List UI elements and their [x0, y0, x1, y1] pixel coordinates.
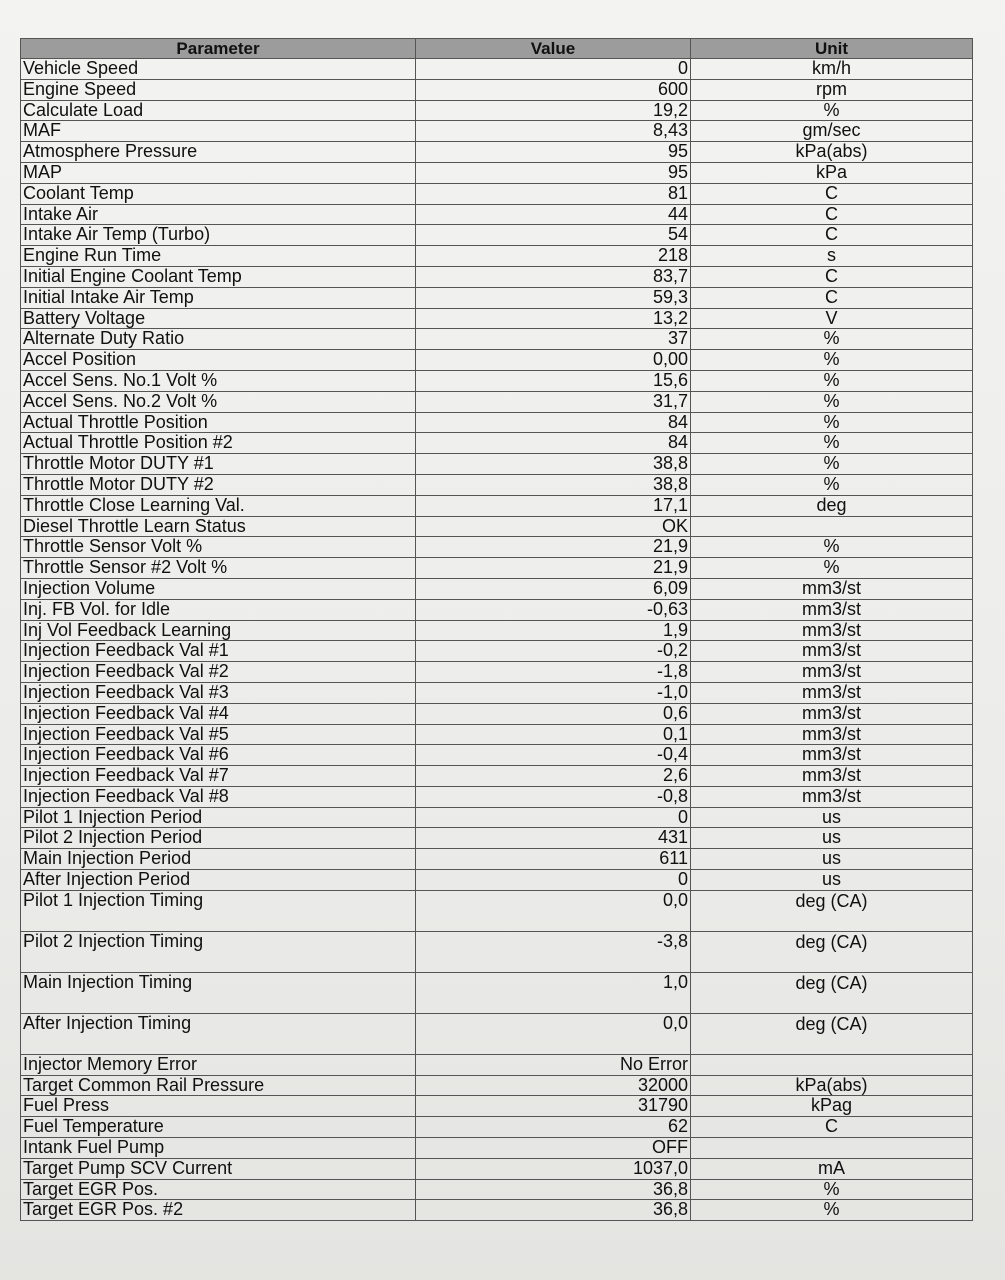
value-cell: -1,0 [416, 682, 691, 703]
header-row [21, 39, 973, 59]
parameter-cell: Injection Feedback Val #3 [21, 682, 416, 703]
unit-cell: us [691, 849, 973, 870]
unit-cell: V [691, 308, 973, 329]
value-cell: 36,8 [416, 1200, 691, 1221]
value-cell: 0 [416, 59, 691, 80]
value-cell: 19,2 [416, 100, 691, 121]
unit-cell: C [691, 287, 973, 308]
parameter-cell: Pilot 2 Injection Timing [21, 931, 416, 972]
parameter-cell: Injection Feedback Val #2 [21, 662, 416, 683]
table-row [21, 662, 973, 683]
unit-cell: mm3/st [691, 662, 973, 683]
table-row [21, 100, 973, 121]
value-cell: 0 [416, 807, 691, 828]
parameter-cell: Engine Speed [21, 79, 416, 100]
table-row [21, 849, 973, 870]
table-row [21, 350, 973, 371]
unit-cell: % [691, 329, 973, 350]
table-row [21, 246, 973, 267]
unit-cell: % [691, 370, 973, 391]
table-row [21, 329, 973, 350]
value-cell: 600 [416, 79, 691, 100]
value-cell: -0,63 [416, 599, 691, 620]
table-row [21, 1179, 973, 1200]
table-row [21, 225, 973, 246]
unit-cell [691, 516, 973, 537]
parameter-cell: After Injection Period [21, 870, 416, 891]
value-cell: 54 [416, 225, 691, 246]
value-cell: 17,1 [416, 495, 691, 516]
value-cell: 0,1 [416, 724, 691, 745]
unit-cell: deg (CA) [691, 1013, 973, 1054]
value-cell: 32000 [416, 1075, 691, 1096]
parameter-cell: Battery Voltage [21, 308, 416, 329]
parameter-cell: Diesel Throttle Learn Status [21, 516, 416, 537]
parameter-cell: Actual Throttle Position [21, 412, 416, 433]
table-row [21, 578, 973, 599]
table-row [21, 183, 973, 204]
unit-cell: mm3/st [691, 620, 973, 641]
parameter-cell: Injection Feedback Val #5 [21, 724, 416, 745]
table-row [21, 703, 973, 724]
unit-cell: us [691, 828, 973, 849]
unit-cell: deg [691, 495, 973, 516]
parameter-cell: Accel Sens. No.2 Volt % [21, 391, 416, 412]
unit-cell: deg (CA) [691, 931, 973, 972]
table-row [21, 516, 973, 537]
unit-cell: % [691, 412, 973, 433]
value-cell: 0,00 [416, 350, 691, 371]
parameter-cell: Throttle Motor DUTY #2 [21, 474, 416, 495]
table-row [21, 828, 973, 849]
parameter-cell: Injection Feedback Val #8 [21, 786, 416, 807]
table-row [21, 287, 973, 308]
parameter-cell: Target EGR Pos. [21, 1179, 416, 1200]
value-cell: 38,8 [416, 454, 691, 475]
value-cell: -0,2 [416, 641, 691, 662]
unit-cell: C [691, 225, 973, 246]
unit-cell: mm3/st [691, 578, 973, 599]
table-row [21, 745, 973, 766]
unit-cell: kPag [691, 1096, 973, 1117]
table-row [21, 620, 973, 641]
parameter-cell: MAP [21, 162, 416, 183]
table-row [21, 972, 973, 1013]
unit-cell: mm3/st [691, 703, 973, 724]
value-cell: 62 [416, 1117, 691, 1138]
table-row [21, 412, 973, 433]
table-row [21, 1200, 973, 1221]
unit-cell: rpm [691, 79, 973, 100]
value-cell: 83,7 [416, 266, 691, 287]
parameter-cell: Target EGR Pos. #2 [21, 1200, 416, 1221]
table-row [21, 1054, 973, 1075]
table-row [21, 1013, 973, 1054]
table-row [21, 766, 973, 787]
parameter-cell: Pilot 1 Injection Period [21, 807, 416, 828]
unit-cell: deg (CA) [691, 890, 973, 931]
table-row [21, 204, 973, 225]
table-row [21, 59, 973, 80]
unit-cell: % [691, 350, 973, 371]
value-cell: 1,0 [416, 972, 691, 1013]
unit-cell: km/h [691, 59, 973, 80]
value-cell: 95 [416, 142, 691, 163]
value-cell: -3,8 [416, 931, 691, 972]
unit-cell: mm3/st [691, 745, 973, 766]
unit-cell: gm/sec [691, 121, 973, 142]
unit-cell [691, 1054, 973, 1075]
value-cell: 1,9 [416, 620, 691, 641]
table-row [21, 599, 973, 620]
header-value: Value [416, 39, 691, 59]
parameter-cell: Injection Volume [21, 578, 416, 599]
value-cell: 44 [416, 204, 691, 225]
value-cell: -0,8 [416, 786, 691, 807]
table-row [21, 558, 973, 579]
table-row [21, 495, 973, 516]
parameter-cell: Calculate Load [21, 100, 416, 121]
unit-cell: C [691, 1117, 973, 1138]
parameter-cell: Intake Air [21, 204, 416, 225]
parameter-cell: Atmosphere Pressure [21, 142, 416, 163]
parameter-cell: Accel Sens. No.1 Volt % [21, 370, 416, 391]
value-cell: 15,6 [416, 370, 691, 391]
parameter-cell: Accel Position [21, 350, 416, 371]
unit-cell: deg (CA) [691, 972, 973, 1013]
parameter-cell: Main Injection Period [21, 849, 416, 870]
unit-cell: mA [691, 1158, 973, 1179]
parameter-cell: Throttle Close Learning Val. [21, 495, 416, 516]
unit-cell: mm3/st [691, 724, 973, 745]
unit-cell [691, 1138, 973, 1159]
table-row [21, 370, 973, 391]
unit-cell: % [691, 1200, 973, 1221]
table-row [21, 724, 973, 745]
value-cell: 31,7 [416, 391, 691, 412]
table-row [21, 308, 973, 329]
parameter-cell: Engine Run Time [21, 246, 416, 267]
value-cell: 8,43 [416, 121, 691, 142]
parameter-cell: Throttle Sensor #2 Volt % [21, 558, 416, 579]
value-cell: 0,0 [416, 1013, 691, 1054]
parameter-cell: Fuel Temperature [21, 1117, 416, 1138]
table-row [21, 142, 973, 163]
value-cell: 81 [416, 183, 691, 204]
unit-cell: mm3/st [691, 682, 973, 703]
unit-cell: C [691, 204, 973, 225]
table-row [21, 79, 973, 100]
unit-cell: kPa [691, 162, 973, 183]
parameter-cell: Throttle Motor DUTY #1 [21, 454, 416, 475]
table-row [21, 1138, 973, 1159]
parameter-cell: Injector Memory Error [21, 1054, 416, 1075]
table-row [21, 266, 973, 287]
unit-cell: % [691, 100, 973, 121]
unit-cell: % [691, 474, 973, 495]
table-row [21, 1117, 973, 1138]
parameter-cell: Fuel Press [21, 1096, 416, 1117]
parameter-cell: Target Common Rail Pressure [21, 1075, 416, 1096]
table-row [21, 786, 973, 807]
header-parameter: Parameter [21, 39, 416, 59]
table-row [21, 1096, 973, 1117]
value-cell: 95 [416, 162, 691, 183]
value-cell: 37 [416, 329, 691, 350]
parameter-cell: Main Injection Timing [21, 972, 416, 1013]
parameter-cell: Intake Air Temp (Turbo) [21, 225, 416, 246]
parameter-cell: Throttle Sensor Volt % [21, 537, 416, 558]
table-row [21, 537, 973, 558]
parameter-cell: Initial Engine Coolant Temp [21, 266, 416, 287]
table-row [21, 870, 973, 891]
table-row [21, 682, 973, 703]
value-cell: 21,9 [416, 558, 691, 579]
parameter-cell: After Injection Timing [21, 1013, 416, 1054]
parameter-cell: MAF [21, 121, 416, 142]
parameter-cell: Alternate Duty Ratio [21, 329, 416, 350]
parameter-cell: Injection Feedback Val #4 [21, 703, 416, 724]
parameter-cell: Injection Feedback Val #1 [21, 641, 416, 662]
table-row [21, 433, 973, 454]
unit-cell: % [691, 558, 973, 579]
parameter-cell: Coolant Temp [21, 183, 416, 204]
parameter-cell: Injection Feedback Val #6 [21, 745, 416, 766]
parameter-cell: Target Pump SCV Current [21, 1158, 416, 1179]
unit-cell: C [691, 266, 973, 287]
unit-cell: % [691, 1179, 973, 1200]
value-cell: 0 [416, 870, 691, 891]
unit-cell: mm3/st [691, 786, 973, 807]
value-cell: 218 [416, 246, 691, 267]
table-row [21, 1158, 973, 1179]
value-cell: 611 [416, 849, 691, 870]
value-cell: No Error [416, 1054, 691, 1075]
unit-cell: % [691, 433, 973, 454]
value-cell: 36,8 [416, 1179, 691, 1200]
unit-cell: % [691, 391, 973, 412]
parameter-cell: Vehicle Speed [21, 59, 416, 80]
table-row [21, 641, 973, 662]
value-cell: 0,0 [416, 890, 691, 931]
table-row [21, 162, 973, 183]
value-cell: 1037,0 [416, 1158, 691, 1179]
value-cell: 431 [416, 828, 691, 849]
unit-cell: us [691, 870, 973, 891]
parameter-cell: Pilot 2 Injection Period [21, 828, 416, 849]
parameter-table [20, 38, 973, 1221]
value-cell: 21,9 [416, 537, 691, 558]
unit-cell: mm3/st [691, 641, 973, 662]
value-cell: OFF [416, 1138, 691, 1159]
table-row [21, 121, 973, 142]
parameter-cell: Intank Fuel Pump [21, 1138, 416, 1159]
table-row [21, 931, 973, 972]
value-cell: -1,8 [416, 662, 691, 683]
parameter-cell: Inj Vol Feedback Learning [21, 620, 416, 641]
unit-cell: us [691, 807, 973, 828]
value-cell: 0,6 [416, 703, 691, 724]
parameter-cell: Inj. FB Vol. for Idle [21, 599, 416, 620]
table-row [21, 391, 973, 412]
unit-cell: mm3/st [691, 599, 973, 620]
unit-cell: kPa(abs) [691, 1075, 973, 1096]
table-row [21, 1075, 973, 1096]
table-row [21, 454, 973, 475]
table-row [21, 890, 973, 931]
value-cell: 13,2 [416, 308, 691, 329]
parameter-cell: Pilot 1 Injection Timing [21, 890, 416, 931]
parameter-cell: Initial Intake Air Temp [21, 287, 416, 308]
value-cell: 38,8 [416, 474, 691, 495]
unit-cell: kPa(abs) [691, 142, 973, 163]
unit-cell: s [691, 246, 973, 267]
header-unit: Unit [691, 39, 973, 59]
value-cell: OK [416, 516, 691, 537]
table-row [21, 807, 973, 828]
value-cell: 6,09 [416, 578, 691, 599]
value-cell: 84 [416, 433, 691, 454]
table-row [21, 474, 973, 495]
value-cell: 59,3 [416, 287, 691, 308]
value-cell: 84 [416, 412, 691, 433]
unit-cell: % [691, 454, 973, 475]
unit-cell: mm3/st [691, 766, 973, 787]
value-cell: 2,6 [416, 766, 691, 787]
parameter-cell: Actual Throttle Position #2 [21, 433, 416, 454]
parameter-cell: Injection Feedback Val #7 [21, 766, 416, 787]
value-cell: 31790 [416, 1096, 691, 1117]
unit-cell: % [691, 537, 973, 558]
unit-cell: C [691, 183, 973, 204]
value-cell: -0,4 [416, 745, 691, 766]
